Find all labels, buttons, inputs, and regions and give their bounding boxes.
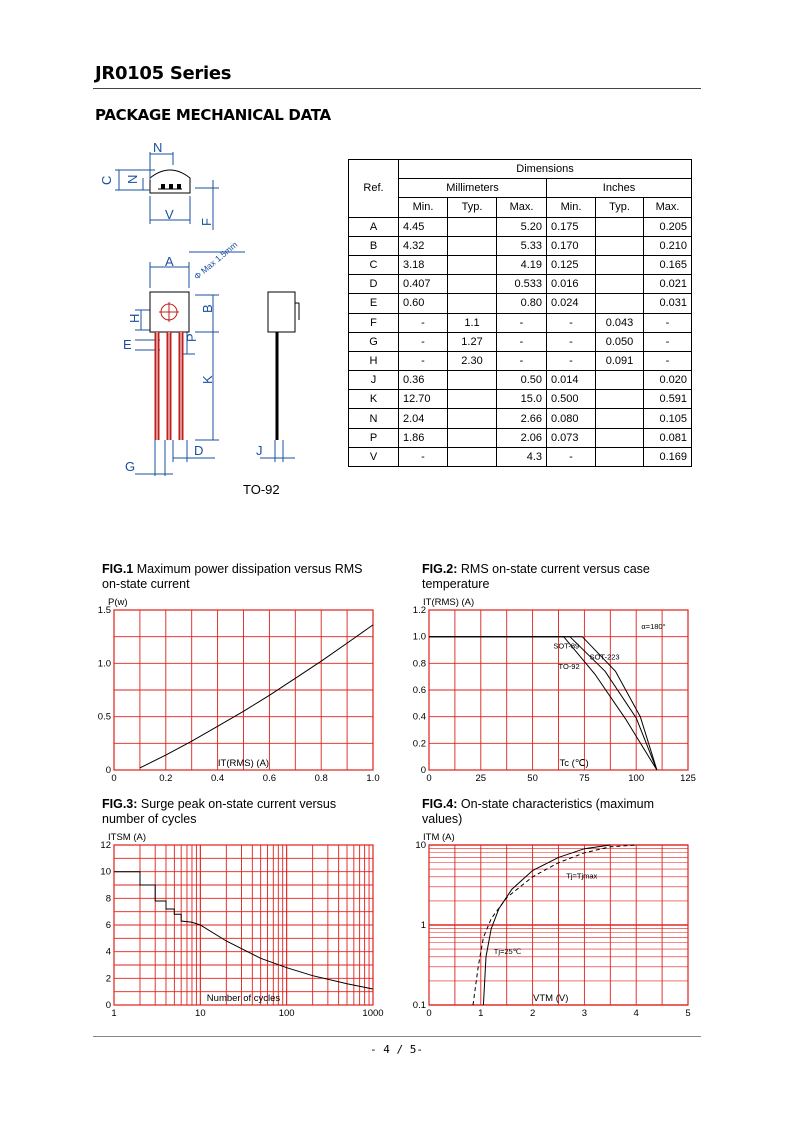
value-cell: 0.081: [644, 428, 692, 447]
value-cell: 0.175: [547, 217, 596, 236]
y-tick-label: 6: [105, 920, 111, 931]
fig4-label: FIG.4:: [422, 797, 458, 811]
value-cell: 4.19: [497, 255, 547, 274]
value-cell: [448, 371, 497, 390]
value-cell: -: [547, 313, 596, 332]
x-tick-label: 0.8: [314, 773, 328, 784]
ref-cell: P: [349, 428, 399, 447]
y-tick-label: 1.5: [97, 605, 111, 616]
ref-cell: A: [349, 217, 399, 236]
ref-cell: J: [349, 371, 399, 390]
y-axis-label: P(w): [108, 597, 128, 608]
series-label: SOT-223: [589, 652, 620, 662]
value-cell: 0.165: [644, 255, 692, 274]
fig4-caption-line1: On-state characteristics (maximum: [457, 797, 654, 811]
value-cell: 0.533: [497, 275, 547, 294]
value-cell: -: [399, 447, 448, 466]
series-label: SOT-89: [553, 641, 580, 651]
value-cell: [448, 275, 497, 294]
value-cell: 0.407: [399, 275, 448, 294]
y-axis-label: IT(RMS) (A): [423, 597, 475, 608]
value-cell: 0.050: [596, 332, 644, 351]
section-title: PACKAGE MECHANICAL DATA: [95, 106, 331, 124]
fig1-caption-line1: Maximum power dissipation versus RMS: [133, 562, 363, 576]
value-cell: 2.04: [399, 409, 448, 428]
y-tick-label: 10: [100, 866, 111, 878]
x-axis-label: IT(RMS) (A): [217, 758, 270, 769]
ref-cell: B: [349, 236, 399, 255]
fig4-chart: [395, 827, 705, 1022]
value-cell: -: [399, 332, 448, 351]
y-tick-label: 1.0: [412, 631, 426, 643]
value-cell: 4.32: [399, 236, 448, 255]
table-row: [349, 255, 692, 274]
y-tick-label: 0: [105, 1000, 111, 1011]
value-cell: 2.66: [497, 409, 547, 428]
ref-cell: G: [349, 332, 399, 351]
fig4-caption: [422, 797, 654, 827]
value-cell: [448, 409, 497, 428]
header-inches: Inches: [547, 179, 692, 198]
y-tick-label: 0.5: [97, 711, 111, 723]
value-cell: 0.043: [596, 313, 644, 332]
x-tick-label: 0.6: [262, 773, 277, 784]
dimensions-table-body: [349, 217, 692, 466]
value-cell: [448, 390, 497, 409]
y-tick-label: 1: [420, 920, 426, 931]
dim-label-c: C: [99, 175, 114, 185]
x-tick-label: 50: [527, 773, 538, 784]
table-row: [349, 390, 692, 409]
value-cell: 0.105: [644, 409, 692, 428]
dim-label-d: D: [194, 443, 204, 458]
x-axis-label: Number of cycles: [206, 993, 281, 1004]
x-tick-label: 10: [195, 1008, 206, 1019]
ref-cell: H: [349, 351, 399, 370]
dim-label-f: F: [199, 218, 214, 226]
value-cell: [596, 255, 644, 274]
x-tick-label: 75: [579, 773, 590, 784]
value-cell: 2.06: [497, 428, 547, 447]
x-tick-label: 5: [685, 1008, 691, 1019]
dim-label-g: G: [125, 459, 136, 474]
fig4-grid: [429, 845, 688, 1005]
value-cell: 15.0: [497, 390, 547, 409]
x-tick-label: 0: [426, 773, 432, 784]
table-row: [349, 428, 692, 447]
dimensions-table: [348, 159, 692, 467]
fig4-caption-line2: values): [422, 812, 463, 826]
value-cell: 0.031: [644, 294, 692, 313]
fig2-caption-line1: RMS on-state current versus case: [457, 562, 650, 576]
x-tick-label: 0: [111, 773, 117, 784]
value-cell: [596, 217, 644, 236]
y-tick-label: 2: [105, 973, 111, 985]
ref-cell: F: [349, 313, 399, 332]
x-tick-label: 25: [475, 773, 487, 784]
value-cell: 3.18: [399, 255, 448, 274]
x-tick-label: 0.4: [210, 773, 225, 784]
value-cell: 0.080: [547, 409, 596, 428]
value-cell: [448, 236, 497, 255]
value-cell: -: [547, 351, 596, 370]
value-cell: -: [399, 351, 448, 370]
page-number: - 4 / 5-: [370, 1043, 423, 1056]
fig1-caption-line2: on-state current: [102, 577, 190, 591]
dim-label-n2: N: [125, 174, 140, 184]
table-row: [349, 313, 692, 332]
fig2-caption: [422, 562, 650, 592]
ref-cell: V: [349, 447, 399, 466]
y-tick-label: 4: [105, 946, 111, 958]
y-tick-label: 1.2: [412, 605, 426, 616]
value-cell: 0.016: [547, 275, 596, 294]
y-tick-label: 8: [105, 893, 111, 905]
ref-cell: D: [349, 275, 399, 294]
x-tick-label: 100: [278, 1008, 295, 1019]
dim-label-k: K: [200, 375, 215, 384]
dim-label-phi: Φ Max 1.5mm: [191, 239, 240, 282]
value-cell: 0.169: [644, 447, 692, 466]
value-cell: -: [497, 313, 547, 332]
fig1-chart: [80, 592, 390, 787]
y-axis-label: ITSM (A): [108, 832, 146, 843]
value-cell: 1.86: [399, 428, 448, 447]
title-divider: [93, 88, 701, 89]
value-cell: [448, 294, 497, 313]
value-cell: 5.20: [497, 217, 547, 236]
value-cell: 0.210: [644, 236, 692, 255]
value-cell: 0.014: [547, 371, 596, 390]
dim-label-a: A: [165, 254, 174, 269]
fig3-caption: [102, 797, 336, 827]
x-tick-label: 0.2: [159, 773, 173, 784]
sub-header: Min.: [399, 198, 448, 217]
value-cell: -: [644, 351, 692, 370]
y-tick-label: 1.0: [97, 658, 111, 670]
value-cell: [596, 447, 644, 466]
series-label: TO-92: [558, 662, 580, 672]
series-label: Tj=Tjmax: [566, 871, 598, 881]
fig2-label: FIG.2:: [422, 562, 458, 576]
value-cell: 0.091: [596, 351, 644, 370]
value-cell: -: [399, 313, 448, 332]
table-row: [349, 332, 692, 351]
value-cell: -: [547, 332, 596, 351]
package-name: TO-92: [243, 482, 280, 497]
fig2-caption-line2: temperature: [422, 577, 490, 591]
table-row: [349, 371, 692, 390]
sub-header-row: [349, 198, 692, 217]
fig1-grid: [114, 610, 373, 770]
ref-cell: E: [349, 294, 399, 313]
value-cell: -: [644, 313, 692, 332]
table-row: [349, 236, 692, 255]
value-cell: [448, 447, 497, 466]
value-cell: -: [547, 447, 596, 466]
header-ref: Ref.: [349, 160, 399, 218]
value-cell: 5.33: [497, 236, 547, 255]
footer-divider: [93, 1036, 701, 1037]
value-cell: [448, 217, 497, 236]
x-tick-label: 1000: [362, 1008, 384, 1019]
value-cell: [596, 428, 644, 447]
fig3-chart: [80, 827, 390, 1022]
value-cell: 4.3: [497, 447, 547, 466]
chart-annotation: α=180°: [641, 622, 666, 632]
ref-cell: N: [349, 409, 399, 428]
x-axis-label: Tc (℃): [559, 758, 589, 769]
value-cell: 0.170: [547, 236, 596, 255]
value-cell: [596, 294, 644, 313]
table-row: [349, 409, 692, 428]
x-tick-label: 4: [633, 1008, 639, 1019]
table-row: [349, 294, 692, 313]
y-axis-label: ITM (A): [423, 832, 455, 843]
series-line: [429, 637, 657, 770]
value-cell: [596, 275, 644, 294]
value-cell: 0.50: [497, 371, 547, 390]
dim-label-v: V: [165, 207, 174, 222]
sub-header: Max.: [644, 198, 692, 217]
header-millimeters: Millimeters: [399, 179, 547, 198]
dim-label-p: P: [184, 333, 199, 342]
value-cell: -: [497, 351, 547, 370]
y-tick-label: 0.6: [412, 685, 426, 696]
x-tick-label: 0: [426, 1008, 432, 1019]
value-cell: [448, 255, 497, 274]
y-tick-label: 10: [415, 840, 426, 851]
y-tick-label: 0: [420, 765, 426, 776]
value-cell: 0.36: [399, 371, 448, 390]
package-drawing: [95, 140, 315, 480]
fig1-label: FIG.1: [102, 562, 134, 576]
value-cell: 0.205: [644, 217, 692, 236]
dim-label-j: J: [256, 443, 263, 458]
value-cell: 0.591: [644, 390, 692, 409]
fig3-caption-line1: Surge peak on-state current versus: [137, 797, 337, 811]
ref-cell: C: [349, 255, 399, 274]
value-cell: 0.073: [547, 428, 596, 447]
value-cell: 12.70: [399, 390, 448, 409]
value-cell: 2.30: [448, 351, 497, 370]
x-tick-label: 1: [478, 1008, 484, 1019]
y-tick-label: 0: [105, 765, 111, 776]
value-cell: 0.020: [644, 371, 692, 390]
sub-header: Min.: [547, 198, 596, 217]
dim-label-e: E: [123, 337, 132, 352]
sub-header: Max.: [497, 198, 547, 217]
document-title: JR0105 Series: [95, 63, 232, 84]
series-line: [429, 637, 657, 770]
value-cell: [596, 390, 644, 409]
fig1-caption: [102, 562, 363, 592]
x-tick-label: 100: [628, 773, 645, 784]
x-tick-label: 3: [581, 1008, 588, 1019]
y-tick-label: 0.4: [412, 711, 426, 723]
value-cell: -: [644, 332, 692, 351]
value-cell: [448, 428, 497, 447]
y-tick-label: 0.2: [412, 738, 426, 750]
y-tick-label: 0.8: [412, 658, 426, 670]
dim-label-b: B: [200, 304, 215, 313]
fig2-chart: [395, 592, 705, 787]
value-cell: 1.27: [448, 332, 497, 351]
value-cell: 0.60: [399, 294, 448, 313]
series-line: [140, 625, 373, 768]
table-row: [349, 351, 692, 370]
series-label: Tj=25℃: [493, 946, 522, 956]
table-row: [349, 447, 692, 466]
table-row: [349, 275, 692, 294]
value-cell: [596, 236, 644, 255]
x-tick-label: 125: [680, 773, 696, 784]
sub-header: Typ.: [596, 198, 644, 217]
value-cell: [596, 409, 644, 428]
value-cell: 0.024: [547, 294, 596, 313]
dim-label-h: H: [127, 313, 142, 323]
fig3-label: FIG.3:: [102, 797, 138, 811]
value-cell: 0.125: [547, 255, 596, 274]
x-tick-label: 1: [111, 1008, 117, 1019]
value-cell: 0.80: [497, 294, 547, 313]
series-line: [114, 872, 373, 989]
value-cell: [596, 371, 644, 390]
sub-header: Typ.: [448, 198, 497, 217]
fig3-caption-line2: number of cycles: [102, 812, 197, 826]
series-line: [429, 637, 657, 770]
value-cell: 0.021: [644, 275, 692, 294]
ref-cell: K: [349, 390, 399, 409]
x-tick-label: 1.0: [366, 773, 380, 784]
table-row: [349, 217, 692, 236]
value-cell: -: [497, 332, 547, 351]
y-tick-label: 12: [100, 840, 111, 851]
value-cell: 4.45: [399, 217, 448, 236]
dim-label-n: N: [153, 140, 163, 155]
x-tick-label: 2: [529, 1008, 536, 1019]
x-axis-label: VTM (V): [533, 993, 569, 1004]
value-cell: 0.500: [547, 390, 596, 409]
header-dimensions: Dimensions: [399, 160, 692, 179]
y-tick-label: 0.1: [412, 1000, 426, 1011]
value-cell: 1.1: [448, 313, 497, 332]
